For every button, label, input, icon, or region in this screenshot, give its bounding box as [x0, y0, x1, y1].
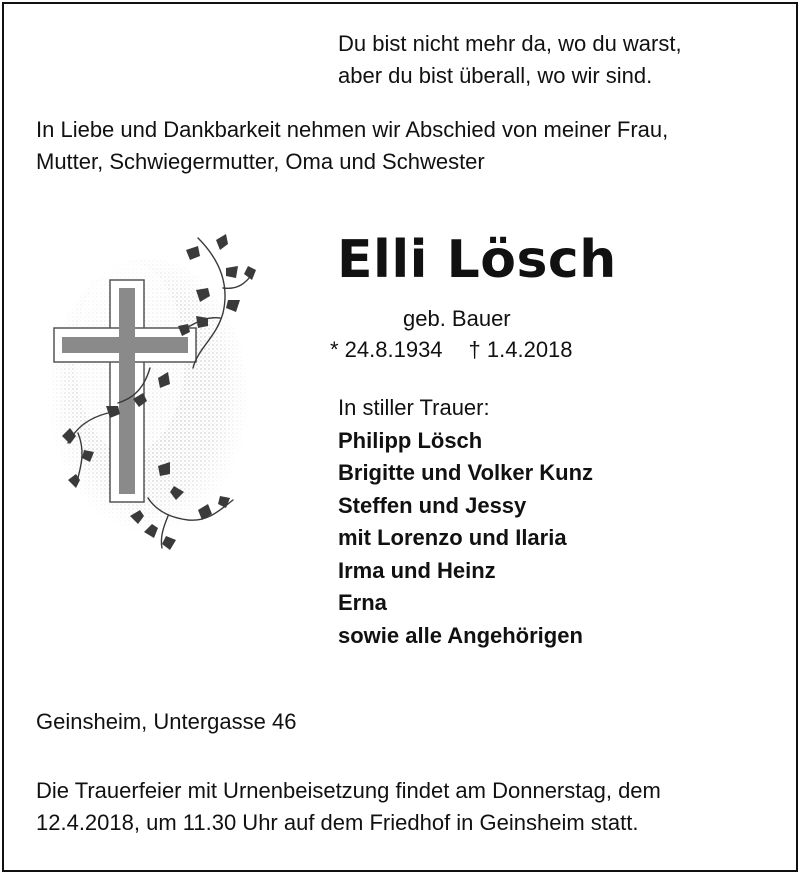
family-address: Geinsheim, Untergasse 46	[36, 709, 297, 734]
mourner-name: Irma und Heinz	[338, 557, 496, 583]
poem-quote	[338, 28, 682, 92]
intro-line: Mutter, Schwiegermutter, Oma und Schwester	[36, 149, 485, 174]
farewell-intro	[36, 114, 668, 178]
funeral-notice	[36, 775, 661, 839]
deceased-name: Elli Lösch	[337, 230, 617, 290]
birth-date: * 24.8.1934	[330, 337, 443, 362]
birth-name: geb. Bauer	[403, 306, 511, 331]
intro-line: In Liebe und Dankbarkeit nehmen wir Abschied von meiner Frau,	[36, 117, 669, 142]
mourner-name: Steffen und Jessy	[338, 492, 527, 518]
poem-line: aber du bist überall, wo wir sind.	[338, 63, 653, 88]
poem-line: Du bist nicht mehr da, wo du warst,	[338, 31, 682, 56]
mourners-heading: In stiller Trauer:	[338, 395, 490, 420]
funeral-line: 12.4.2018, um 11.30 Uhr auf dem Friedhof in Geinsheim statt.	[36, 810, 639, 835]
mourners-list	[338, 392, 593, 652]
mourner-name: Brigitte und Volker Kunz	[338, 460, 594, 485]
mourner-name: sowie alle Angehörigen	[338, 622, 583, 648]
mourner-name: Philipp Lösch	[338, 427, 483, 453]
cross-with-ivy-icon	[48, 228, 270, 558]
mourner-name: Erna	[338, 590, 387, 615]
funeral-line: Die Trauerfeier mit Urnenbeisetzung findet am Donnerstag, dem	[36, 778, 661, 803]
mourner-name: mit Lorenzo und Ilaria	[338, 525, 567, 550]
death-date: † 1.4.2018	[468, 337, 573, 362]
life-dates	[330, 334, 573, 366]
